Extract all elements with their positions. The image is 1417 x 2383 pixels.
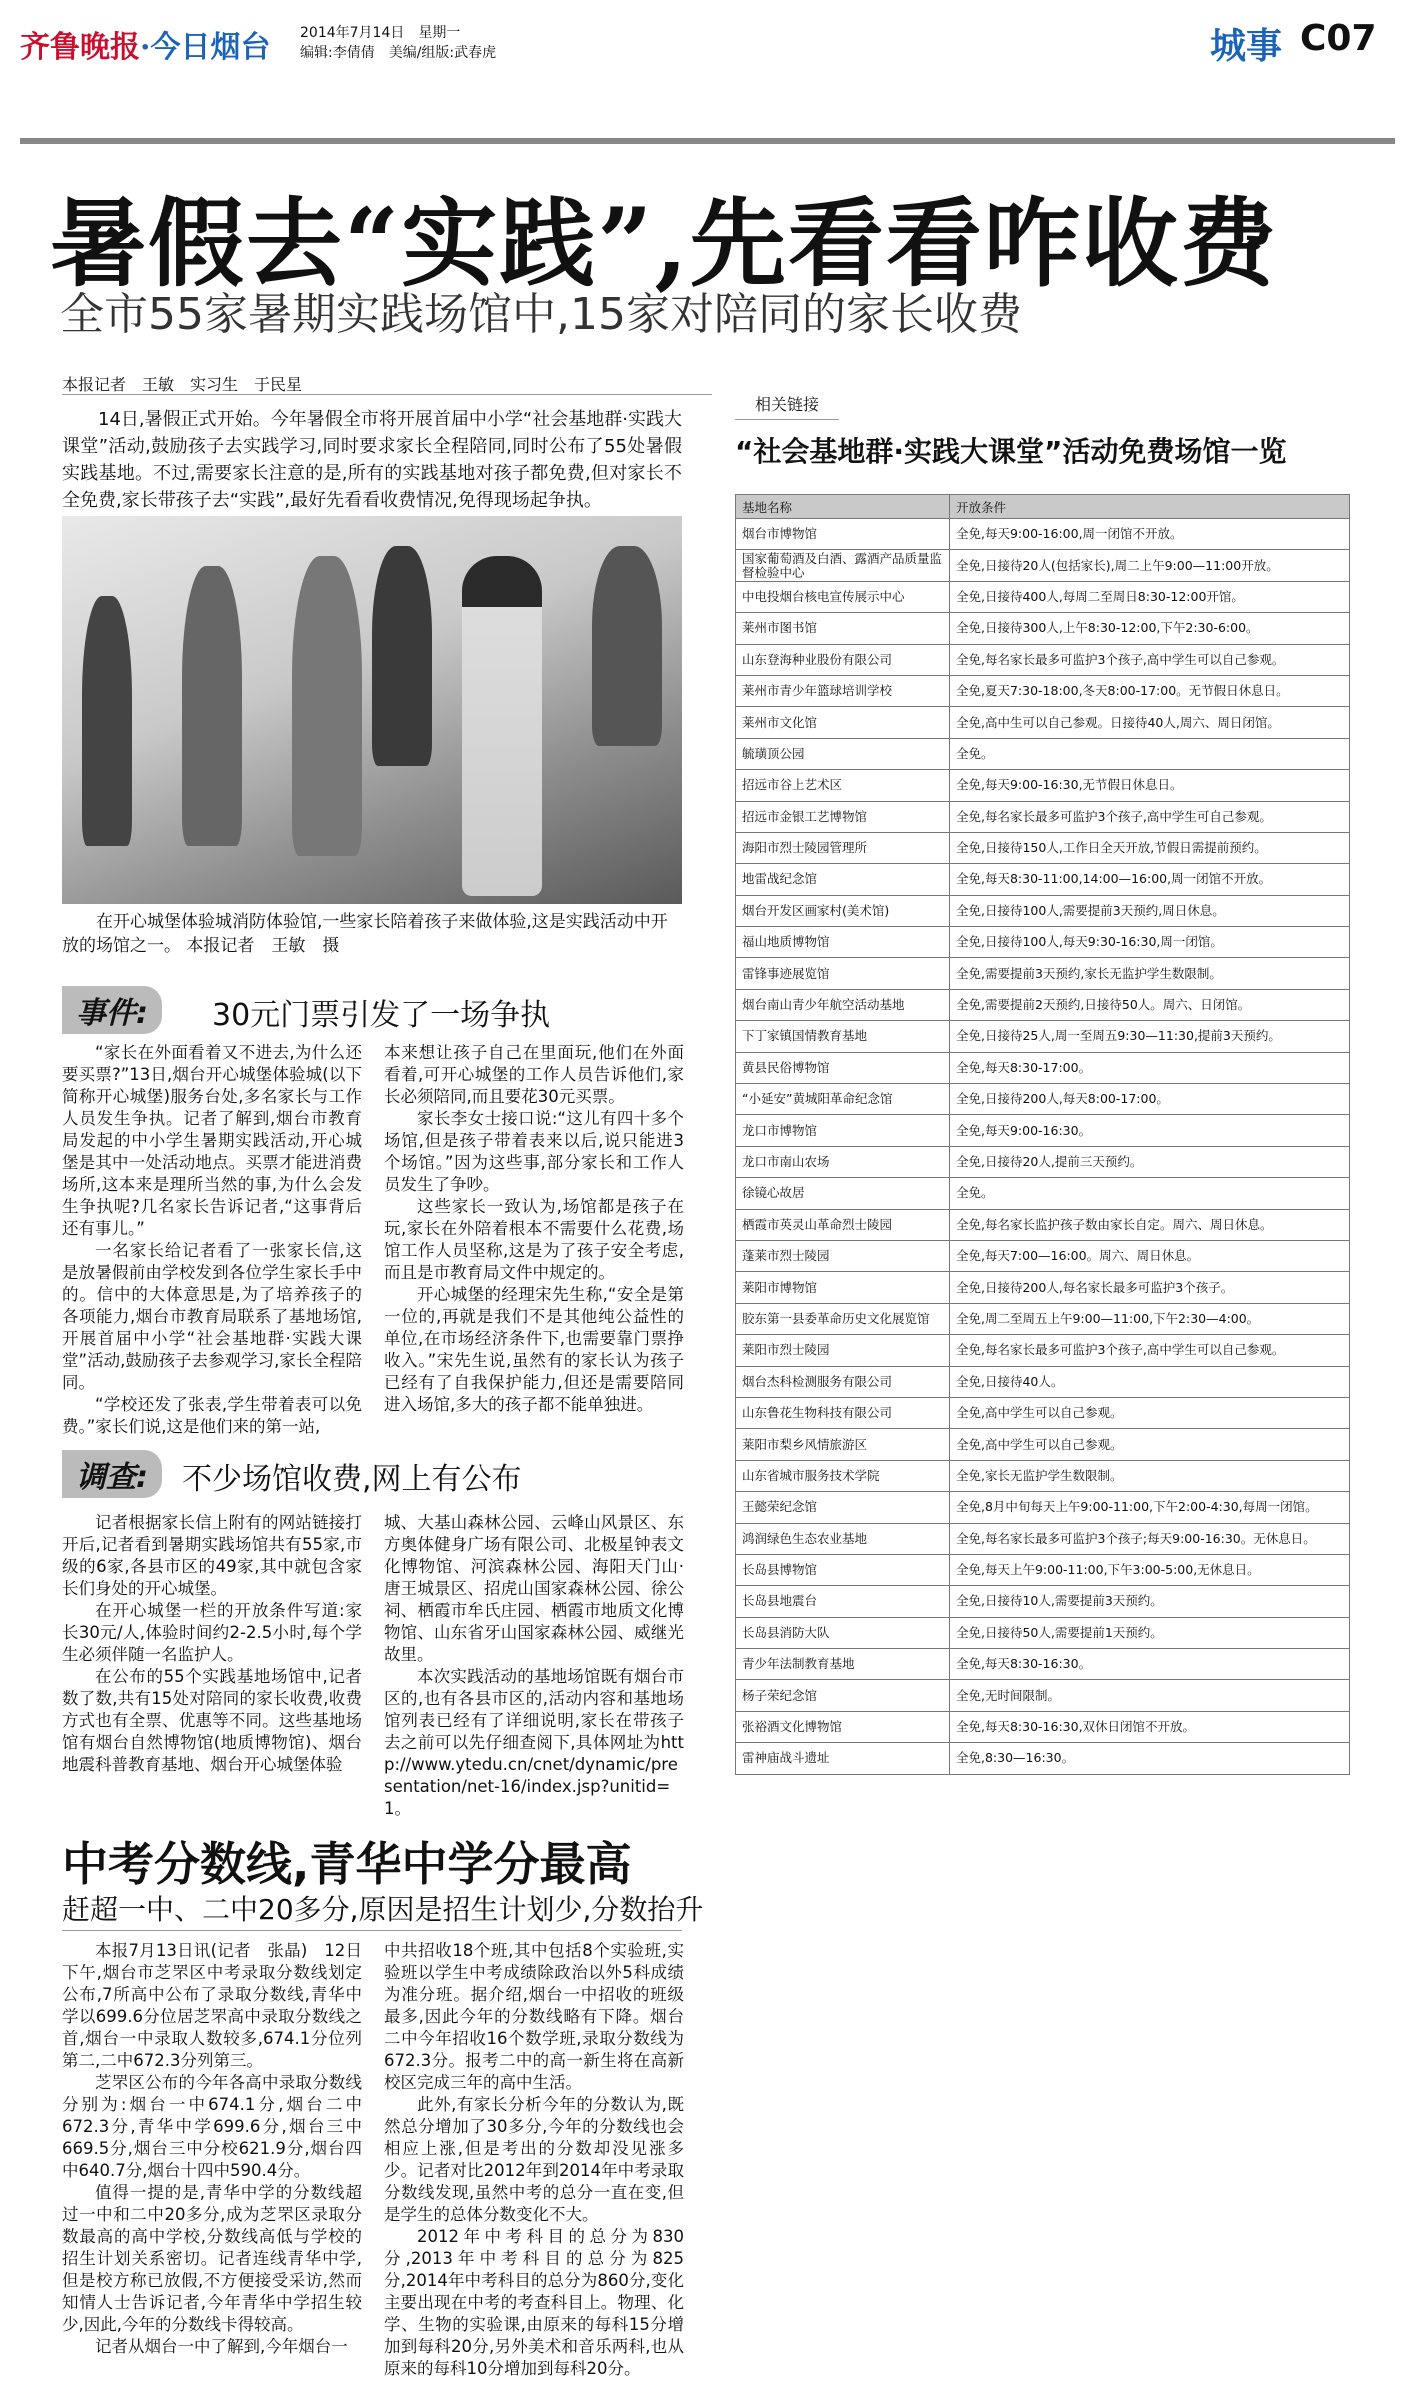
venue-conditions: 全免,日接待10人,需要提前3天预约。 xyxy=(950,1586,1350,1617)
event-label: 事件: xyxy=(62,986,162,1034)
venue-name: 鸿润绿色生态农业基地 xyxy=(736,1523,950,1554)
venue-conditions: 全免,每天8:30-17:00。 xyxy=(950,1052,1350,1083)
table-row xyxy=(736,1492,1350,1523)
venue-conditions: 全免,周二至周五上午9:00—11:00,下午2:30—4:00。 xyxy=(950,1303,1350,1334)
venue-conditions: 全免,高中学生可以自己参观。 xyxy=(950,1397,1350,1428)
venue-name: 地雷战纪念馆 xyxy=(736,864,950,895)
table-row xyxy=(736,1366,1350,1397)
table-row xyxy=(736,1146,1350,1177)
venue-conditions: 全免,每名家长最多可监护3个孩子;每天9:00-16:30。无休息日。 xyxy=(950,1523,1350,1554)
venue-conditions: 全免,日接待25人,周一至周五9:30—11:30,提前3天预约。 xyxy=(950,1021,1350,1052)
venue-conditions: 全免,无时间限制。 xyxy=(950,1680,1350,1711)
table-row xyxy=(736,1743,1350,1774)
venue-conditions: 全免,高中学生可以自己参观。 xyxy=(950,1429,1350,1460)
venue-conditions: 全免,每名家长最多可监护3个孩子,高中学生可以自己参观。 xyxy=(950,1335,1350,1366)
venue-conditions: 全免,日接待200人,每名家长最多可监护3个孩子。 xyxy=(950,1272,1350,1303)
table-row xyxy=(736,1711,1350,1742)
venue-name: 胶东第一县委革命历史文化展览馆 xyxy=(736,1303,950,1334)
table-row xyxy=(736,801,1350,832)
venue-name: 山东登海种业股份有限公司 xyxy=(736,644,950,675)
venue-conditions: 全免,夏天7:30-18:00,冬天8:00-17:00。无节假日休息日。 xyxy=(950,675,1350,706)
venue-name: 龙口市博物馆 xyxy=(736,1115,950,1146)
photo-caption: 在开心城堡体验城消防体验馆,一些家长陪着孩子来做体验,这是实践活动中开放的场馆之一。 本报记者 王敏 摄 xyxy=(62,912,668,956)
exam-deck: 赶超一中、二中20多分,原因是招生计划少,分数抬升 xyxy=(62,1893,704,1926)
venue-conditions: 全免,高中生可以自己参观。日接待40人,周六、周日闭馆。 xyxy=(950,707,1350,738)
venue-name: 雷神庙战斗遗址 xyxy=(736,1743,950,1774)
table-row xyxy=(736,1021,1350,1052)
venue-name: 长岛县博物馆 xyxy=(736,1554,950,1585)
venue-name: 招远市谷上艺术区 xyxy=(736,770,950,801)
venue-name: 海阳市烈士陵园管理所 xyxy=(736,832,950,863)
event-title: 30元门票引发了一场争执 xyxy=(212,998,551,1033)
table-row xyxy=(736,1115,1350,1146)
table-row xyxy=(736,1240,1350,1271)
venue-name: 毓璜顶公园 xyxy=(736,738,950,769)
venue-name: 莱州市文化馆 xyxy=(736,707,950,738)
photo-girl xyxy=(462,556,542,896)
venue-name: 国家葡萄酒及白酒、露酒产品质量监督检验中心 xyxy=(736,550,950,581)
table-row xyxy=(736,675,1350,706)
venue-name: 下丁家镇国情教育基地 xyxy=(736,1021,950,1052)
venue-conditions: 全免,需要提前3天预约,家长无监护学生数限制。 xyxy=(950,958,1350,989)
table-row xyxy=(736,989,1350,1020)
venue-conditions: 全免,日接待200人,每天8:00-17:00。 xyxy=(950,1084,1350,1115)
table-row xyxy=(736,1303,1350,1334)
venue-conditions: 全免。 xyxy=(950,1178,1350,1209)
venue-name: 中电投烟台核电宣传展示中心 xyxy=(736,581,950,612)
survey-heading xyxy=(62,1450,682,1497)
venue-conditions: 全免,每天上午9:00-11:00,下午3:00-5:00,无休息日。 xyxy=(950,1554,1350,1585)
event-column-1: “家长在外面看着又不进去,为什么还要买票?”13日,烟台开心城堡体验城(以下简称开心城堡)服务台处,多名家长与工作人员发生争执。记者了解到,烟台市教育局发起的中小学生暑期实践活动,开心城堡是其中一处活动地点。买票才能进消费场所,这本来是理所当然的事,为什么会发生争执呢?几名家长告诉记者,“这事背后还有事儿。” 一名家长给记者看了一张家长信,这是放暑假前由学校发到各位学生家长手中的。信中的大体意思是,为了培养孩子的各项能力,烟台市教育局联系了基地场馆,开展首届中小学“社会基地群·实践大课堂”活动,鼓励孩子去参观学习,家长全程陪同。 “学校还发了张表,学生带着表可以免费。”家长们说,这是他们来的第一站, xyxy=(62,1043,362,1436)
venue-name: 山东省城市服务技术学院 xyxy=(736,1460,950,1491)
table-row xyxy=(736,550,1350,581)
venue-conditions: 全免,日接待20人,提前三天预约。 xyxy=(950,1146,1350,1177)
byline-rule xyxy=(62,394,712,395)
venue-conditions: 全免,日接待100人,每天9:30-16:30,周一闭馆。 xyxy=(950,927,1350,958)
table-row xyxy=(736,1460,1350,1491)
venue-conditions: 全免,家长无监护学生数限制。 xyxy=(950,1460,1350,1491)
table-row xyxy=(736,1649,1350,1680)
news-photo xyxy=(62,516,682,904)
table-row xyxy=(736,1523,1350,1554)
venue-conditions: 全免,日接待400人,每周二至周日8:30-12:00开馆。 xyxy=(950,581,1350,612)
venue-conditions: 全免,每天8:30-16:30。 xyxy=(950,1649,1350,1680)
table-row xyxy=(736,895,1350,926)
venue-conditions: 全免,每天8:30-16:30,双休日闭馆不开放。 xyxy=(950,1711,1350,1742)
venue-conditions: 全免,每天8:30-11:00,14:00—16:00,周一闭馆不开放。 xyxy=(950,864,1350,895)
table-row xyxy=(736,770,1350,801)
table-row xyxy=(736,707,1350,738)
venue-name: 莱州市青少年篮球培训学校 xyxy=(736,675,950,706)
venue-name: 青少年法制教育基地 xyxy=(736,1649,950,1680)
venue-conditions: 全免,每天9:00-16:30,无节假日休息日。 xyxy=(950,770,1350,801)
venue-name: 莱阳市博物馆 xyxy=(736,1272,950,1303)
section-name: 城事 xyxy=(1210,26,1283,67)
main-deck: 全市55家暑期实践场馆中,15家对陪同的家长收费 xyxy=(60,289,1022,340)
table-row xyxy=(736,519,1350,550)
venue-name: 莱阳市梨乡风情旅游区 xyxy=(736,1429,950,1460)
event-heading xyxy=(62,986,682,1033)
venue-name: 烟台开发区画家村(美术馆) xyxy=(736,895,950,926)
table-row xyxy=(736,864,1350,895)
venue-conditions: 全免,每名家长最多可监护3个孩子,高中学生可自己参观。 xyxy=(950,801,1350,832)
venue-name: 烟台市博物馆 xyxy=(736,519,950,550)
page-number: C07 xyxy=(1300,18,1377,59)
main-headline: 暑假去“实践”,先看看咋收费 xyxy=(50,187,1278,300)
issue-date: 2014年7月14日 星期一 xyxy=(300,25,461,41)
survey-column-1: 记者根据家长信上附有的网站链接打开后,记者看到暑期实践场馆共有55家,市级的6家,各县市区的49家,其中就包含家长们身处的开心城堡。 在开心城堡一栏的开放条件写道:家长30元/人,体验时间约2-2.5小时,每个学生必须伴随一名监护人。 在公布的55个实践基地场馆中,记者数了数,共有15处对陪同的家长收费,收费方式也有全票、优惠等不同。这些基地场馆有烟台自然博物馆(地质博物馆)、烟台地震科普教育基地、烟台开心城堡体验 xyxy=(62,1513,362,1774)
venue-conditions: 全免,日接待150人,工作日全天开放,节假日需提前预约。 xyxy=(950,832,1350,863)
venue-conditions: 全免,每名家长最多可监护3个孩子,高中学生可以自己参观。 xyxy=(950,644,1350,675)
event-column-2: 本来想让孩子自己在里面玩,他们在外面看着,可开心城堡的工作人员告诉他们,家长必须陪同,而且要花30元买票。 家长李女士接口说:“这儿有四十多个场馆,但是孩子带着表来以后,说只能进3个场馆。”因为这些事,部分家长和工作人员发生了争吵。 这些家长一致认为,场馆都是孩子在玩,家长在外陪着根本不需要什么花费,场馆工作人员坚称,这是为了孩子安全考虑,而且是市教育局文件中规定的。 开心城堡的经理宋先生称,“安全是第一位的,再就是我们不是其他纯公益性的单位,在市场经济条件下,也需要靠门票挣收入。”宋先生说,虽然有的家长认为孩子已经有了自我保护能力,但还是需要陪同进入场馆,多大的孩子都不能单独进。 xyxy=(384,1043,684,1414)
table-row xyxy=(736,927,1350,958)
survey-title: 不少场馆收费,网上有公布 xyxy=(182,1462,522,1497)
col-header-conditions: 开放条件 xyxy=(950,495,1350,519)
table-row xyxy=(736,644,1350,675)
venue-name: 雷锋事迹展览馆 xyxy=(736,958,950,989)
venue-conditions: 全免。 xyxy=(950,738,1350,769)
table-row xyxy=(736,1397,1350,1428)
venue-name: 烟台杰科检测服务有限公司 xyxy=(736,1366,950,1397)
table-row xyxy=(736,1335,1350,1366)
venue-name: 长岛县地震台 xyxy=(736,1586,950,1617)
venue-conditions: 全免,需要提前2天预约,日接待50人。周六、日闭馆。 xyxy=(950,989,1350,1020)
venue-conditions: 全免,日接待50人,需要提前1天预约。 xyxy=(950,1617,1350,1648)
venue-name: 长岛县消防大队 xyxy=(736,1617,950,1648)
exam-column-2: 中共招收18个班,其中包括8个实验班,实验班以学生中考成绩除政治以外5科成绩为准分班。据介绍,烟台一中招收的班级最多,因此今年的分数线略有下降。烟台二中今年招收16个数学班,录取分数线为672.3分。报考二中的高一新生将在高新校区完成三年的高中生活。 此外,有家长分析今年的分数认为,既然总分增加了30多分,今年的分数线也会相应上涨,但是考出的分数却没见涨多少。记者对比2012年到2014年中考录取分数线发现,虽然中考的总分一直在变,但是学生的总体分数变化不大。 2012年中考科目的总分为830分,2013年中考科目的总分为825分,2014年中考科目的总分为860分,变化主要出现在中考的考查科目上。物理、化学、生物的实验课,由原来的每科15分增加到每科20分,另外美术和音乐两科,也从原来的每科10分增加到每科20分。 xyxy=(384,1941,684,2378)
related-links-tag: 相关链接 xyxy=(735,388,839,420)
exam-column-1: 本报7月13日讯(记者 张晶) 12日下午,烟台市芝罘区中考录取分数线划定公布,7所高中公布了录取分数线,青华中学以699.6分位居芝罘高中录取分数线之首,烟台一中录取人数较多,674.1分位列第二,二中672.3分列第三。 芝罘区公布的今年各高中录取分数线分别为:烟台一中674.1分,烟台二中672.3分,青华中学699.6分,烟台三中669.5分,烟台三中分校621.9分,烟台四中640.7分,烟台十四中590.4分。 值得一提的是,青华中学的分数线超过一中和二中20多分,成为芝罘区录取分数最高的高中学校,分数线高低与学校的招生计划关系密切。记者连线青华中学,但是校方称已放假,不方便接受采访,然而知情人士告诉记者,今年青华中学招生较少,因此,今年的分数线卡得较高。 记者从烟台一中了解到,今年烟台一 xyxy=(62,1941,362,2356)
venue-name: 蓬莱市烈士陵园 xyxy=(736,1240,950,1271)
venue-name: 福山地质博物馆 xyxy=(736,927,950,958)
table-row xyxy=(736,738,1350,769)
table-row xyxy=(736,1586,1350,1617)
venue-name: 栖霞市英灵山革命烈士陵园 xyxy=(736,1209,950,1240)
table-row xyxy=(736,1084,1350,1115)
venue-conditions: 全免,每天9:00-16:00,周一闭馆不开放。 xyxy=(950,519,1350,550)
table-row xyxy=(736,613,1350,644)
venue-conditions: 全免,日接待100人,需要提前3天预约,周日休息。 xyxy=(950,895,1350,926)
venue-table xyxy=(735,494,1350,1775)
masthead-logo: 齐鲁晚报·今日烟台 xyxy=(20,30,271,65)
table-row xyxy=(736,832,1350,863)
venue-name: 山东鲁花生物科技有限公司 xyxy=(736,1397,950,1428)
table-row xyxy=(736,1554,1350,1585)
table-row xyxy=(736,1680,1350,1711)
exam-headline: 中考分数线,青华中学分最高 xyxy=(62,1837,632,1891)
venue-name: “小延安”黄城阳革命纪念馆 xyxy=(736,1084,950,1115)
table-row xyxy=(736,1617,1350,1648)
venue-conditions: 全免,8:30—16:30。 xyxy=(950,1743,1350,1774)
venue-name: 莱阳市烈士陵园 xyxy=(736,1335,950,1366)
venue-name: 龙口市南山农场 xyxy=(736,1146,950,1177)
table-row xyxy=(736,1209,1350,1240)
table-row xyxy=(736,958,1350,989)
col-header-venue: 基地名称 xyxy=(736,495,950,519)
header-rule xyxy=(20,138,1395,144)
table-row xyxy=(736,581,1350,612)
venue-name: 张裕酒文化博物馆 xyxy=(736,1711,950,1742)
venue-name: 莱州市图书馆 xyxy=(736,613,950,644)
venue-name: 王懿荣纪念馆 xyxy=(736,1492,950,1523)
table-row xyxy=(736,1272,1350,1303)
exam-rule xyxy=(62,1930,682,1931)
venue-conditions: 全免,每名家长监护孩子数由家长自定。周六、周日休息。 xyxy=(950,1209,1350,1240)
venue-conditions: 全免,日接待20人(包括家长),周二上午9:00—11:00开放。 xyxy=(950,550,1350,581)
lede-paragraph: 14日,暑假正式开始。今年暑假全市将开展首届中小学“社会基地群·实践大课堂”活动,鼓励孩子去实践学习,同时要求家长全程陪同,同时公布了55处暑假实践基地。不过,需要家长注意的是,所有的实践基地对孩子都免费,但对家长不全免费,家长带孩子去“实践”,最好先看看收费情况,免得现场起争执。 xyxy=(62,409,682,511)
table-row xyxy=(736,1429,1350,1460)
venue-name: 招远市金银工艺博物馆 xyxy=(736,801,950,832)
venue-conditions: 全免,每天9:00-16:30。 xyxy=(950,1115,1350,1146)
venue-name: 杨子荣纪念馆 xyxy=(736,1680,950,1711)
sidebar-title: “社会基地群·实践大课堂”活动免费场馆一览 xyxy=(735,435,1287,468)
venue-conditions: 全免,日接待40人。 xyxy=(950,1366,1350,1397)
venue-conditions: 全免,8月中旬每天上午9:00-11:00,下午2:00-4:30,每周一闭馆。 xyxy=(950,1492,1350,1523)
byline: 本报记者 王敏 实习生 于民星 xyxy=(62,375,303,394)
editor-credits: 编辑:李倩倩 美编/组版:武春虎 xyxy=(300,45,497,61)
venue-name: 徐镜心故居 xyxy=(736,1178,950,1209)
venue-name: 黄县民俗博物馆 xyxy=(736,1052,950,1083)
survey-column-2: 城、大基山森林公园、云峰山风景区、东方奥体健身广场有限公司、北极星钟表文化博物馆、河滨森林公园、海阳天门山·唐王城景区、招虎山国家森林公园、徐公祠、栖霞市牟氏庄园、栖霞市地质文化博物馆、山东省牙山国家森林公园、威继光故里。 本次实践活动的基地场馆既有烟台市区的,也有各县市区的,活动内容和基地场馆列表已经有了详细说明,家长在带孩子去之前可以先仔细查阅下,具体网址为http://www.ytedu.cn/cnet/dynamic/presentation/net-16/index.jsp?unitid=1。 xyxy=(384,1513,684,1818)
venue-conditions: 全免,每天7:00—16:00。周六、周日休息。 xyxy=(950,1240,1350,1271)
venue-name: 烟台南山青少年航空活动基地 xyxy=(736,989,950,1020)
table-row xyxy=(736,1052,1350,1083)
venue-conditions: 全免,日接待300人,上午8:30-12:00,下午2:30-6:00。 xyxy=(950,613,1350,644)
table-row xyxy=(736,1178,1350,1209)
survey-label: 调查: xyxy=(62,1450,162,1498)
